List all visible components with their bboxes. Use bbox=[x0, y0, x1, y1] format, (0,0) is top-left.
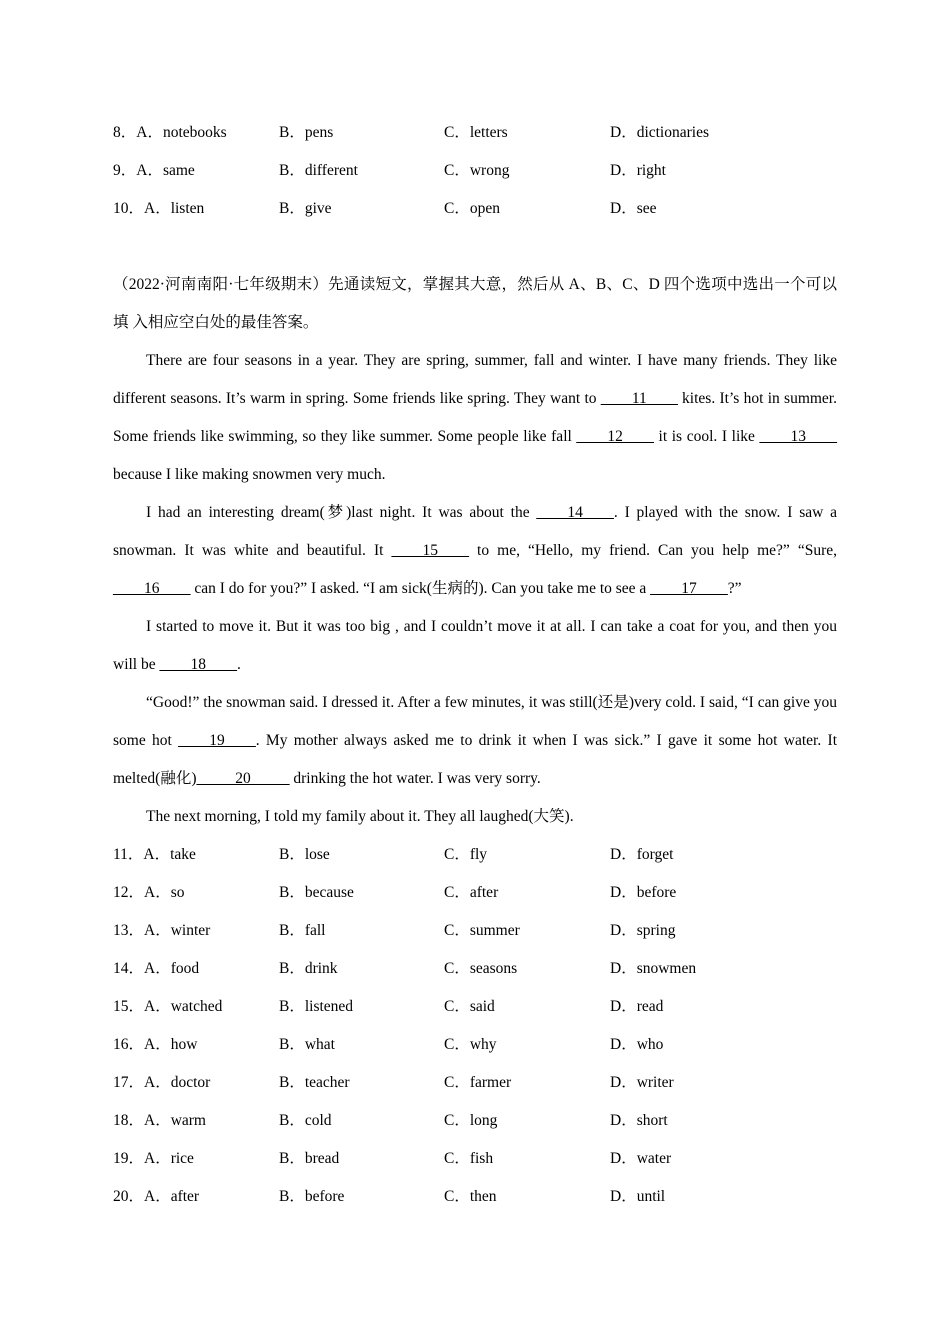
passage-text: can I do for you?” I asked. “I am sick(生病的). Can you take me to see a bbox=[190, 580, 651, 597]
option-a: 11．A．take bbox=[113, 846, 196, 863]
blank-12: ____12____ bbox=[576, 428, 654, 445]
option-b: B．pens bbox=[279, 124, 334, 141]
option-c: C．fly bbox=[444, 846, 488, 863]
question-row bbox=[113, 152, 837, 190]
blank-15: ____15____ bbox=[391, 542, 469, 559]
option-c: C．after bbox=[444, 884, 499, 901]
option-a: 10．A．listen bbox=[113, 200, 205, 217]
blank-17: ____17____ bbox=[650, 580, 728, 597]
question-row bbox=[113, 950, 837, 988]
option-b: B．lose bbox=[279, 846, 330, 863]
option-d: D．who bbox=[610, 1036, 664, 1053]
question-row bbox=[113, 1102, 837, 1140]
option-a: 17．A．doctor bbox=[113, 1074, 211, 1091]
question-row bbox=[113, 1026, 837, 1064]
option-d: D．water bbox=[610, 1150, 672, 1167]
passage-text: ?” bbox=[727, 580, 742, 597]
blank-13: ____13____ bbox=[759, 428, 837, 445]
option-d: D．dictionaries bbox=[610, 124, 710, 141]
option-c: C．wrong bbox=[444, 162, 510, 179]
option-b: B．cold bbox=[279, 1112, 332, 1129]
option-a: 14．A．food bbox=[113, 960, 200, 977]
option-a: 8．A．notebooks bbox=[113, 124, 227, 141]
option-d: D．forget bbox=[610, 846, 674, 863]
option-c: C．summer bbox=[444, 922, 520, 939]
question-row bbox=[113, 1064, 837, 1102]
passage-text: . bbox=[237, 656, 241, 673]
option-c: C．fish bbox=[444, 1150, 494, 1167]
option-b: B．teacher bbox=[279, 1074, 350, 1091]
blank-11: ____11____ bbox=[600, 390, 678, 407]
question-row bbox=[113, 988, 837, 1026]
option-b: B．different bbox=[279, 162, 358, 179]
passage-text: drinking the hot water. I was very sorry. bbox=[289, 770, 541, 787]
passage-paragraph-3 bbox=[113, 608, 837, 684]
option-a: 18．A．warm bbox=[113, 1112, 206, 1129]
option-a: 19．A．rice bbox=[113, 1150, 194, 1167]
option-c: C．farmer bbox=[444, 1074, 512, 1091]
passage-text: I had an interesting dream(梦)last night. It was about the bbox=[146, 504, 537, 521]
passage-paragraph-1 bbox=[113, 342, 837, 494]
option-a: 13．A．winter bbox=[113, 922, 211, 939]
question-row bbox=[113, 874, 837, 912]
option-d: D．see bbox=[610, 200, 657, 217]
option-a: 9．A．same bbox=[113, 162, 195, 179]
question-row bbox=[113, 114, 837, 152]
question-row bbox=[113, 190, 837, 228]
option-b: B．what bbox=[279, 1036, 335, 1053]
passage-text: to me, “Hello, my friend. Can you help me?” “Sure, bbox=[468, 542, 838, 559]
section-intro: （2022·河南南阳·七年级期末）先通读短文，掌握其大意，然后从 A、B、C、D 四个选项中选出一个可以填 入相应空白处的最佳答案。 bbox=[113, 276, 837, 331]
option-a: 20．A．after bbox=[113, 1188, 200, 1205]
blank-14: ____14____ bbox=[536, 504, 614, 521]
option-d: D．read bbox=[610, 998, 664, 1015]
passage-text: . I played with the snow. I saw a snowman. It was white and beautiful. It bbox=[113, 504, 837, 559]
question-row bbox=[113, 1140, 837, 1178]
passage-text: it is cool. I like bbox=[653, 428, 760, 445]
option-c: C．open bbox=[444, 200, 500, 217]
passage-paragraph-2 bbox=[113, 494, 837, 608]
option-c: C．said bbox=[444, 998, 495, 1015]
option-c: C．long bbox=[444, 1112, 498, 1129]
passage-text: I started to move it. But it was too big , and I couldn’t move it at all. I can take a coat for you, and then you will be bbox=[113, 618, 837, 673]
option-d: D．before bbox=[610, 884, 677, 901]
option-b: B．listened bbox=[279, 998, 354, 1015]
question-row bbox=[113, 836, 837, 874]
passage-paragraph-5: The next morning, I told my family about it. They all laughed(大笑). bbox=[146, 808, 574, 825]
option-d: D．right bbox=[610, 162, 666, 179]
option-c: C．why bbox=[444, 1036, 497, 1053]
option-d: D．spring bbox=[610, 922, 676, 939]
option-c: C．seasons bbox=[444, 960, 518, 977]
option-c: C．then bbox=[444, 1188, 497, 1205]
option-a: 15．A．watched bbox=[113, 998, 223, 1015]
option-d: D．short bbox=[610, 1112, 668, 1129]
blank-20: _____20_____ bbox=[196, 770, 290, 787]
question-list-bottom bbox=[113, 836, 837, 1216]
question-row bbox=[113, 912, 837, 950]
option-d: D．snowmen bbox=[610, 960, 697, 977]
passage-text: kites. It’s hot in summer. Some friends like swimming, so they like summer. Some people like fall bbox=[113, 390, 837, 445]
option-b: B．because bbox=[279, 884, 354, 901]
option-b: B．fall bbox=[279, 922, 326, 939]
document-page bbox=[113, 114, 837, 1216]
passage-paragraph-4 bbox=[113, 684, 837, 798]
option-a: 12．A．so bbox=[113, 884, 185, 901]
option-b: B．give bbox=[279, 200, 332, 217]
blank-19: ____19____ bbox=[178, 732, 256, 749]
passage-text: “Good!” the snowman said. I dressed it. After a few minutes, it was still(还是)very cold. I said, “I can give you some hot bbox=[113, 694, 837, 749]
passage-text: There are four seasons in a year. They are spring, summer, fall and winter. I have many friends. They like different seasons. It’s warm in spring. Some friends like spring. They want to bbox=[113, 352, 837, 407]
option-b: B．drink bbox=[279, 960, 338, 977]
question-list-top bbox=[113, 114, 837, 228]
passage-text: . My mother always asked me to drink it when I was sick.” I gave it some hot water. It melted(融化) bbox=[113, 732, 838, 787]
blank-18: ____18____ bbox=[159, 656, 237, 673]
option-b: B．before bbox=[279, 1188, 345, 1205]
passage-text: because I like making snowmen very much. bbox=[113, 466, 386, 483]
question-row bbox=[113, 1178, 837, 1216]
option-d: D．until bbox=[610, 1188, 666, 1205]
option-c: C．letters bbox=[444, 124, 508, 141]
option-a: 16．A．how bbox=[113, 1036, 198, 1053]
option-b: B．bread bbox=[279, 1150, 340, 1167]
option-d: D．writer bbox=[610, 1074, 674, 1091]
blank-16: ____16____ bbox=[113, 580, 191, 597]
